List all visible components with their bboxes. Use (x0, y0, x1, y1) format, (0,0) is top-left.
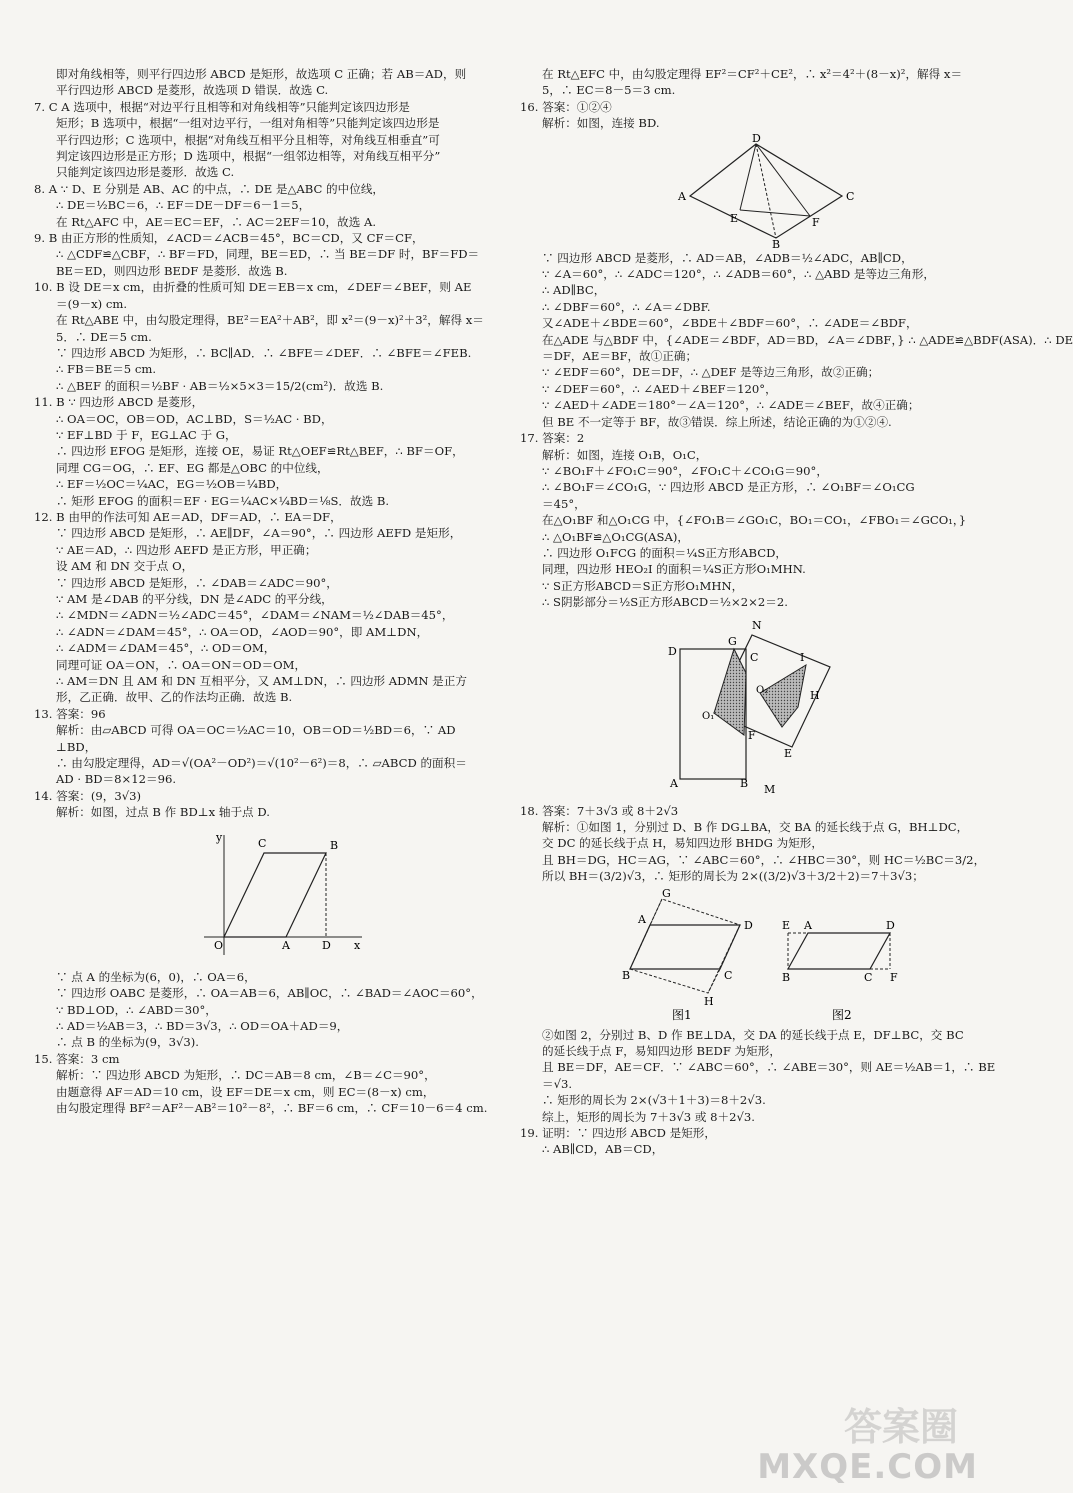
fig16-label: D (752, 131, 761, 145)
text-line: ∵ 四边形 OABC 是菱形，∴ OA＝AB＝6，AB∥OC，∴ ∠BAD＝∠AOC＝60°， (56, 986, 483, 1001)
text-line: ＝√3. (542, 1076, 573, 1091)
text-line: 形，乙正确．故甲、乙的作法均正确．故选 B. (56, 690, 293, 705)
text-line: 且 BE＝DF，AE＝CF．∵ ∠ABC＝60°，∴ ∠ABE＝30°，则 AE＝½AB＝1，∴ BE (542, 1060, 996, 1075)
fig16-label: F (812, 215, 820, 229)
text-line: ∵ 四边形 ABCD 是菱形，∴ AD＝AB，∠ADB＝½∠ADC，AB∥CD， (542, 250, 913, 265)
fig17-label: I (800, 650, 805, 664)
fig17-label: A (670, 776, 678, 790)
fig14-label: A (282, 938, 290, 952)
text-line: ∵ S正方形ABCD＝S正方形O₁MHN， (542, 578, 744, 593)
fig14-label: D (322, 938, 331, 952)
text-line: 平行四边形；C 选项中，根据“对角线互相平分且相等，对角线互相垂直”可 (56, 132, 440, 147)
text-line: ∴ EF＝½OC＝¼AC，EG＝½OB＝¼BD， (56, 477, 288, 492)
text-line: 19. 证明：∵ 四边形 ABCD 是矩形， (520, 1126, 716, 1141)
text-line: ∴ ∠MDN＝∠ADN＝½∠ADC＝45°，∠DAM＝∠NAM＝½∠DAB＝45°， (56, 608, 454, 623)
fig18-label: G (662, 886, 671, 900)
fig17-label: C (750, 650, 759, 664)
fig17-label: F (748, 728, 756, 742)
fig18-label: D (744, 918, 753, 932)
fig14-label: y (216, 830, 223, 844)
fig16-label: B (772, 237, 781, 251)
fig17-label: O₁ (702, 710, 715, 722)
text-line: ∵ BD⊥OD，∴ ∠ABD＝30°， (56, 1002, 217, 1017)
text-line: ∴ △O₁BF≌△O₁CG(ASA)， (542, 529, 689, 544)
text-line: ∴ AD∥BC， (542, 283, 606, 298)
text-line: ∴ 四边形 O₁FCG 的面积＝¼S正方形ABCD， (542, 545, 787, 560)
text-line: ∴ AM＝DN 且 AM 和 DN 互相平分，又 AM⊥DN，∴ 四边形 ADMN 是正方 (56, 674, 467, 689)
fig18-label: A (638, 912, 646, 926)
fig18-label: E (782, 918, 791, 932)
figure-fig14 (184, 825, 364, 965)
text-line: 在 Rt△EFC 中，由勾股定理得 EF²＝CF²＋CE²，∴ x²＝4²＋(8－x)²，解得 x＝ (542, 67, 963, 81)
figure-14-svg (184, 825, 364, 965)
text-line: 同理可证 OA＝ON，∴ OA＝ON＝OD＝OM， (56, 657, 307, 672)
text-line: 解析：如图，过点 B 作 BD⊥x 轴于点 D. (56, 805, 270, 820)
fig16-label: E (730, 211, 739, 225)
text-line: 5，∴ EC＝8－5＝3 cm. (542, 83, 676, 98)
text-line: 解析：∵ 四边形 ABCD 为矩形，∴ DC＝AB＝8 cm，∠B＝∠C＝90°， (56, 1068, 436, 1083)
text-line: ∵ ∠BO₁F＋∠FO₁C＝90°，∠FO₁C＋∠CO₁G＝90°， (542, 463, 828, 478)
fig17-label: E (784, 746, 793, 760)
text-line: 9. B 由正方形的性质知，∠ACD＝∠ACB＝45°，BC＝CD，又 CF＝CF， (34, 231, 424, 246)
text-line: 所以 BH＝(3/2)√3，∴ 矩形的周长为 2×((3/2)√3＋3/2＋2)＝7＋3√3； (542, 869, 924, 884)
fig17-label: N (752, 618, 762, 632)
fig18-label: D (886, 918, 895, 932)
text-line: 交 DC 的延长线于点 H，易知四边形 BHDG 为矩形， (542, 836, 823, 851)
text-line: 14. 答案：(9，3√3) (34, 788, 142, 803)
text-line: ∴ ∠BO₁F＝∠CO₁G，∵ 四边形 ABCD 是正方形，∴ ∠O₁BF＝∠O₁CG (542, 480, 915, 495)
text-line: 同理 CG＝OG，∴ EF、EG 都是△OBC 的中位线， (56, 460, 329, 475)
text-line: ∴ ∠ADM＝∠DAM＝45°，∴ OD＝OM， (56, 641, 276, 656)
text-line: 只能判定该四边形是菱形．故选 C. (56, 165, 235, 180)
fig16-label: A (678, 189, 686, 203)
text-line: 7. C A 选项中，根据“对边平行且相等和对角线相等”只能判定该四边形是 (34, 99, 410, 114)
text-line: 由题意得 AF＝AD＝10 cm，设 EF＝DE＝x cm，则 EC＝(8－x) cm， (56, 1084, 435, 1099)
fig18-label: B (782, 970, 791, 984)
text-line: ∵ ∠AED＋∠ADE＝180°－∠A＝120°，∴ ∠ADE＝∠BEF，故④正确； (542, 398, 920, 413)
text-line: ∴ FB＝BE＝5 cm. (56, 362, 157, 377)
fig18-label: H (704, 994, 714, 1008)
text-line: ∴ AB∥CD，AB＝CD， (542, 1142, 664, 1157)
text-line: ＝DF，AE＝BF，故①正确； (542, 349, 698, 364)
text-line: ∴ 矩形 EFOG 的面积＝EF · EG＝¼AC×¼BD＝⅛S．故选 B. (56, 493, 390, 508)
text-line: 13. 答案：96 (34, 706, 106, 721)
text-line: ∴ ∠DBF＝60°，∴ ∠A＝∠DBF. (542, 299, 711, 314)
fig17-label: M (764, 782, 776, 796)
text-line: 设 AM 和 DN 交于点 O， (56, 559, 194, 574)
left-column (34, 66, 496, 1116)
text-line: 解析：由▱ABCD 可得 OA＝OC＝½AC＝10，OB＝OD＝½BD＝6，∵ AD (56, 723, 456, 738)
text-line: 解析：①如图 1，分别过 D、B 作 DG⊥BA，交 BA 的延长线于点 G，BH⊥DC， (542, 819, 969, 834)
figure-fig18 (620, 886, 920, 1023)
text-line: ＝45°， (542, 496, 586, 511)
text-line: ∴ AD＝½AB＝3，∴ BD＝3√3，∴ OD＝OA＋AD＝9， (56, 1018, 349, 1033)
text-line: 解析：如图，连接 O₁B，O₁C， (542, 447, 708, 462)
text-line: 10. B 设 DE＝x cm，由折叠的性质可知 DE＝EB＝x cm，∠DEF＝∠BEF，则 AE (34, 280, 472, 295)
text-line: ∴ DE＝½BC＝6，∴ EF＝DE－DF＝6－1＝5， (56, 198, 311, 213)
text-line: ∴ 四边形 EFOG 是矩形，连接 OE，易证 Rt△OEF≌Rt△BEF，∴ BF＝OF， (56, 444, 464, 459)
text-line: 由勾股定理得 BF²＝AF²－AB²＝10²－8²，∴ BF＝6 cm，∴ CF＝10－6＝4 cm. (56, 1100, 488, 1115)
text-line: 在△O₁BF 和△O₁CG 中，{∠FO₁B＝∠GO₁C，BO₁＝CO₁，∠FBO₁＝∠GCO₁，} (542, 513, 967, 528)
text-line: ∴ △CDF≌△CBF，∴ BF＝FD，同理，BE＝ED，∴ 当 BE＝DF 时，BF＝FD＝ (56, 247, 480, 262)
text-line: 15. 答案：3 cm (34, 1051, 120, 1066)
fig17-label: G (728, 634, 737, 648)
watermark-text: MXQE.COM (757, 1447, 978, 1487)
text-line: ∵ AE＝AD，∴ 四边形 AEFD 是正方形，甲正确； (56, 542, 317, 557)
text-line: 即对角线相等，则平行四边形 ABCD 是矩形，故选项 C 正确；若 AB＝AD，则 (56, 67, 467, 81)
watermark (757, 1405, 978, 1487)
text-line: ⊥BD， (56, 739, 97, 754)
text-line: ∵ ∠EDF＝60°，DE＝DF，∴ △DEF 是等边三角形，故②正确； (542, 365, 880, 380)
figure-17-svg (660, 615, 860, 799)
right-column (520, 66, 1073, 1158)
text-line: ∴ S阴影部分＝½S正方形ABCD＝½×2×2＝2. (542, 595, 788, 610)
text-line: 矩形；B 选项中，根据“一组对边平行，一组对角相等”只能判定该四边形是 (56, 116, 440, 131)
figure-16-svg (670, 131, 870, 251)
text-line: ∴ ∠ADN＝∠DAM＝45°，∴ OA＝OD，∠AOD＝90°，即 AM⊥DN， (56, 624, 429, 639)
fig17-label: D (668, 644, 677, 658)
text-line: 的延长线于点 F，易知四边形 BEDF 为矩形， (542, 1044, 781, 1058)
text-line: ∵ ∠A＝60°，∴ ∠ADC＝120°，∴ ∠ADB＝60°，∴ △ABD 是等边三角形， (542, 267, 936, 282)
text-line: ∵ 四边形 ABCD 是矩形，∴ AE∥DF，∠A＝90°，∴ 四边形 AEFD 是矩形， (56, 526, 462, 541)
text-line: ∵ 四边形 ABCD 是矩形，∴ ∠DAB＝∠ADC＝90°， (56, 575, 338, 590)
text-line: ∴ 由勾股定理得，AD＝√(OA²－OD²)＝√(10²－6²)＝8，∴ ▱ABCD 的面积＝ (56, 756, 467, 771)
text-line: ∴ 点 B 的坐标为(9，3√3). (56, 1035, 199, 1050)
text-line: BE＝ED，则四边形 BEDF 是菱形．故选 B. (56, 263, 288, 278)
text-line: 12. B 由甲的作法可知 AE＝AD，DF＝AD，∴ EA＝DF， (34, 509, 342, 524)
text-line: 16. 答案：①②④ (520, 99, 612, 114)
watermark-logo: 答案圈 (843, 1405, 958, 1449)
fig17-label: B (740, 776, 749, 790)
text-line: ②如图 2，分别过 B、D 作 BE⊥DA，交 DA 的延长线于点 E，DF⊥BC，交 BC (542, 1027, 964, 1042)
text-line: 解析：如图，连接 BD. (542, 116, 660, 131)
fig16-label: C (846, 189, 855, 203)
figure-18-svg (620, 886, 920, 1023)
fig18-label: A (804, 918, 812, 932)
fig14-label: C (258, 836, 267, 850)
fig14-label: x (354, 938, 361, 952)
text-line: ∵ ∠DEF＝60°，∴ ∠AED＋∠BEF＝120°， (542, 381, 777, 396)
text-line: ＝(9－x) cm. (56, 296, 128, 311)
figure-fig16 (670, 131, 870, 251)
text-line: 11. B ∵ 四边形 ABCD 是菱形， (34, 395, 204, 410)
text-line: 18. 答案：7＋3√3 或 8＋2√3 (520, 803, 679, 818)
text-line: 在 Rt△AFC 中，AE＝EC＝EF，∴ AC＝2EF＝10，故选 A. (56, 214, 377, 229)
text-line: 17. 答案：2 (520, 431, 585, 446)
text-line: 且 BH＝DG，HC＝AG，∵ ∠ABC＝60°，∴ ∠HBC＝30°，则 HC＝½BC＝3/2， (542, 852, 986, 867)
fig18-label: B (622, 968, 631, 982)
text-line: AD · BD＝8×12＝96. (56, 772, 177, 787)
text-line: ∴ OA＝OC，OB＝OD，AC⊥BD，S＝½AC · BD， (56, 411, 333, 426)
text-line: 综上，矩形的周长为 7＋3√3 或 8＋2√3. (542, 1109, 755, 1124)
text-line: ∵ 点 A 的坐标为(6，0)，∴ OA＝6， (56, 969, 256, 984)
text-line: 同理，四边形 HEO₂I 的面积＝¼S正方形O₁MHN. (542, 562, 806, 577)
figure-fig17 (660, 615, 860, 799)
fig18-label: C (864, 970, 873, 984)
text-line: 平行四边形 ABCD 是菱形，故选项 D 错误．故选 C. (56, 83, 329, 98)
fig17-label: O₂ (756, 684, 769, 696)
fig14-label: B (330, 838, 339, 852)
text-line: 在△ADE 与△BDF 中，{∠ADE＝∠BDF，AD＝BD，∠A＝∠DBF，} ∴ △ADE≌△BDF(ASA)．∴ DE (542, 332, 1073, 347)
text-line: ∵ AM 是∠DAB 的平分线，DN 是∠ADC 的平分线， (56, 592, 333, 606)
fig18-caption: 图2 (832, 1007, 852, 1022)
fig14-label: O (214, 938, 224, 952)
fig17-label: H (810, 688, 820, 702)
fig18-label: F (890, 970, 898, 984)
text-line: 但 BE 不一定等于 BF，故③错误．综上所述，结论正确的为①②④. (542, 414, 892, 429)
text-line: ∴ △BEF 的面积＝½BF · AB＝½×5×3＝15/2(cm²)．故选 B. (56, 378, 384, 393)
fig18-caption: 图1 (672, 1007, 692, 1022)
fig18-label: C (724, 968, 733, 982)
text-line: ∵ 四边形 ABCD 为矩形，∴ BC∥AD．∴ ∠BFE＝∠DEF．∴ ∠BFE＝∠FEB. (56, 345, 472, 360)
text-line: ∴ 矩形的周长为 2×(√3＋1＋3)＝8＋2√3. (542, 1093, 766, 1108)
text-line: 5．∴ DE＝5 cm. (56, 329, 152, 344)
text-line: 在 Rt△ABE 中，由勾股定理得，BE²＝EA²＋AB²，即 x²＝(9－x)²＋3²，解得 x＝ (56, 313, 484, 328)
text-line: 8. A ∵ D、E 分别是 AB、AC 的中点，∴ DE 是△ABC 的中位线， (34, 181, 385, 196)
text-line: 又∠ADE＋∠BDE＝60°，∠BDE＋∠BDF＝60°，∴ ∠ADE＝∠BDF， (542, 316, 918, 331)
text-line: ∵ EF⊥BD 于 F，EG⊥AC 于 G， (56, 427, 237, 442)
text-line: 判定该四边形是正方形；D 选项中，根据“一组邻边相等，对角线互相平分” (56, 149, 441, 164)
